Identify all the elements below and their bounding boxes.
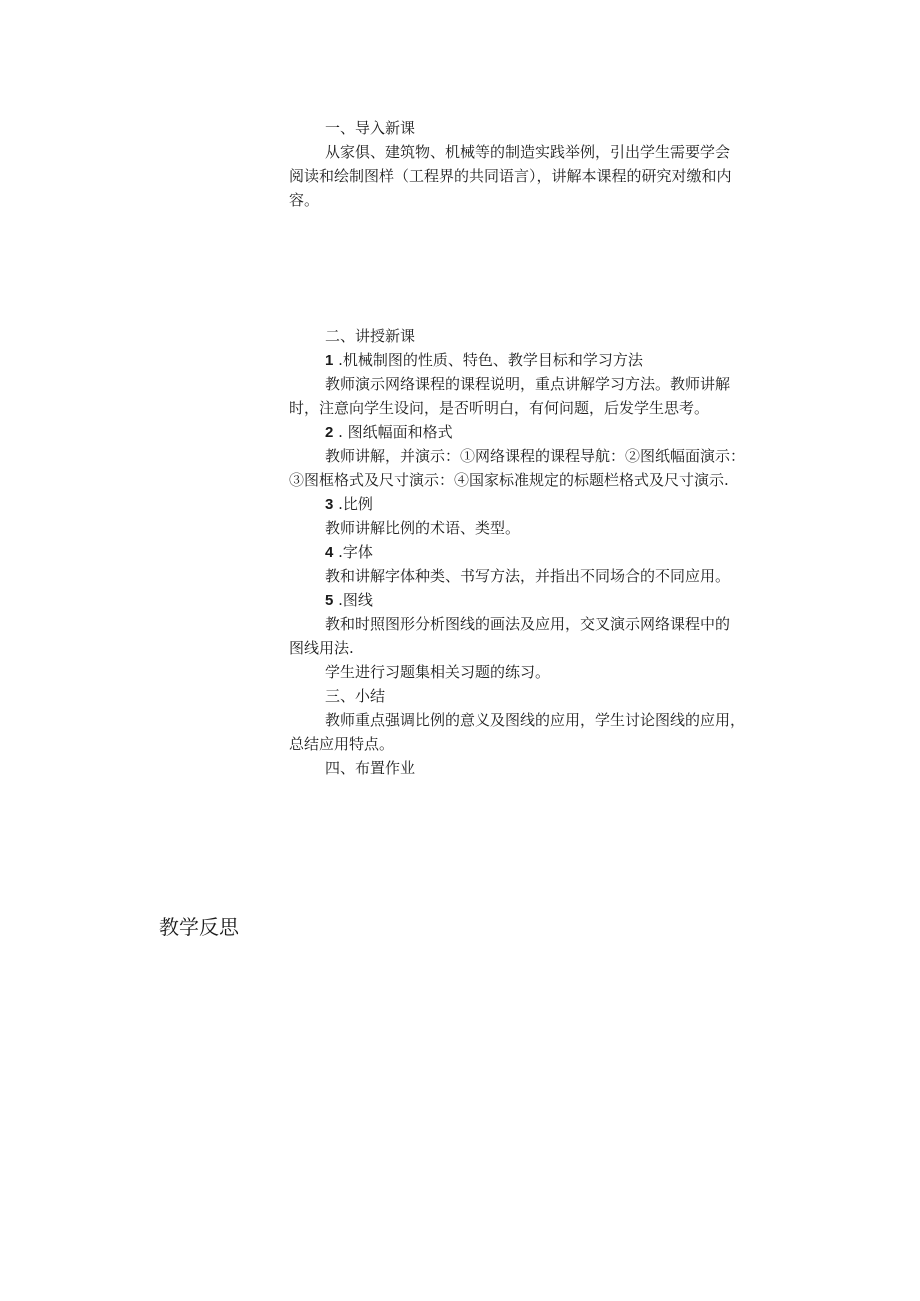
section-heading: 四、布置作业 [325, 759, 416, 777]
list-item-number: 3 [325, 496, 334, 513]
paragraph-line: 容。 [289, 191, 320, 209]
paragraph-line: 总结应用特点。 [289, 735, 395, 753]
paragraph-line: 从家俱、建筑物、机械等的制造实践举例，引出学生需要学会 [325, 143, 731, 161]
paragraph-line: 教师重点强调比例的意义及图线的应用，学生讨论图线的应用， [325, 711, 746, 729]
section-heading: 一、导入新课 [325, 119, 416, 137]
list-item-label: . 图纸幅面和格式 [338, 423, 453, 441]
paragraph-line: 阅读和绘制图样（工程界的共同语言），讲解本课程的研究对缴和内 [289, 167, 732, 185]
list-item-label: .图线 [338, 591, 373, 609]
section-heading: 三、小结 [325, 687, 386, 705]
paragraph-line: 教师讲解，并演示：①网络课程的课程导航：②图纸幅面演示： [325, 447, 746, 465]
list-item-title [289, 492, 799, 516]
list-item-label: .字体 [338, 543, 373, 561]
paragraph-line: 教师演示网络课程的课程说明，重点讲解学习方法。教师讲解 [325, 375, 731, 393]
paragraph-line: ③图框格式及尺寸演示：④国家标准规定的标题栏格式及尺寸演示. [289, 471, 729, 489]
list-item-title [289, 588, 799, 612]
list-item-label: .比例 [338, 495, 373, 513]
paragraph-line: 时，注意向学生设问，是否听明白，有何问题，后发学生思考。 [289, 399, 710, 417]
paragraph-line: 学生进行习题集相关习题的练习。 [325, 663, 551, 681]
section-intro [289, 116, 799, 212]
section-teaching [289, 324, 799, 780]
paragraph-line: 教师讲解比例的术语、类型。 [325, 519, 521, 537]
list-item-title [289, 420, 799, 444]
list-item-title [289, 540, 799, 564]
paragraph-line: 教和讲解字体种类、书写方法，并指出不同场合的不同应用。 [325, 567, 731, 585]
list-item-label: .机械制图的性质、特色、教学目标和学习方法 [338, 351, 643, 369]
reflection-heading: 教学反思 [159, 915, 239, 939]
list-item-title [289, 348, 799, 372]
section-heading: 二、讲授新课 [325, 327, 416, 345]
list-item-number: 2 [325, 424, 334, 441]
list-item-number: 1 [325, 352, 334, 369]
paragraph-line: 教和时照图形分析图线的画法及应用，交叉演示网络课程中的 [325, 615, 731, 633]
paragraph-line: 图线用法. [289, 639, 354, 657]
list-item-number: 5 [325, 592, 334, 609]
list-item-number: 4 [325, 544, 334, 561]
